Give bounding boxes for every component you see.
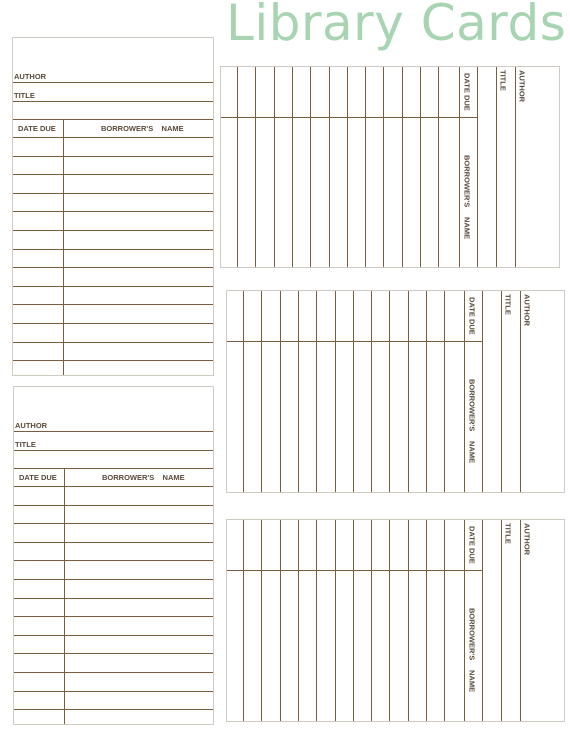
row-rule (383, 67, 384, 267)
row-rule (14, 542, 213, 543)
row-rule (274, 67, 275, 267)
card-rule (14, 468, 213, 469)
row-rule (280, 520, 281, 721)
row-rule (14, 505, 213, 506)
row-rule (335, 291, 336, 492)
row-rule (13, 193, 213, 194)
row-rule (13, 360, 213, 361)
borrowers-name-header: BORROWER'S NAME (102, 473, 185, 482)
row-rule (13, 286, 213, 287)
header-divider (515, 67, 516, 267)
row-rule (371, 291, 372, 492)
row-rule (310, 67, 311, 267)
row-rule (13, 304, 213, 305)
author-label: AUTHOR (14, 72, 47, 81)
title-label: TITLE (498, 70, 508, 91)
row-rule (14, 635, 213, 636)
library-card-horizontal-1 (220, 66, 560, 268)
row-rule (13, 342, 213, 343)
library-card-horizontal-2 (226, 290, 565, 493)
header-divider (477, 67, 478, 267)
card-rule (14, 486, 213, 487)
row-rule (298, 291, 299, 492)
card-rule (14, 450, 213, 451)
row-rule (14, 560, 213, 561)
row-rule (13, 230, 213, 231)
row-rule (243, 291, 244, 492)
card-rule (13, 119, 213, 120)
header-divider (482, 291, 483, 492)
title-label: TITLE (15, 440, 36, 449)
row-rule (13, 323, 213, 324)
row-rule (13, 267, 213, 268)
name-header: NAME (467, 670, 477, 693)
header-divider (464, 291, 465, 492)
library-card-vertical-1 (12, 37, 214, 376)
author-label: AUTHOR (517, 70, 527, 103)
row-rule (408, 291, 409, 492)
header-divider (459, 67, 460, 267)
row-rule (335, 520, 336, 721)
name-header: NAME (462, 217, 472, 240)
title-label: TITLE (503, 523, 513, 544)
row-rule (329, 67, 330, 267)
card-rule (13, 137, 213, 138)
row-rule (261, 520, 262, 721)
row-rule (420, 67, 421, 267)
date-due-header: DATE DUE (467, 526, 477, 564)
column-divider (64, 468, 65, 724)
header-divider (520, 520, 521, 721)
date-due-header: DATE DUE (19, 473, 57, 482)
title-label: TITLE (14, 91, 35, 100)
borrowers-name-header: BORROWER'S NAME (101, 124, 184, 133)
row-rule (353, 520, 354, 721)
row-rule (298, 520, 299, 721)
row-rule (14, 691, 213, 692)
row-rule (13, 211, 213, 212)
row-rule (292, 67, 293, 267)
row-rule (365, 67, 366, 267)
row-rule (316, 291, 317, 492)
row-rule (444, 291, 445, 492)
date-due-header: DATE DUE (462, 73, 472, 111)
row-rule (347, 67, 348, 267)
header-divider (496, 67, 497, 267)
title-label: TITLE (503, 294, 513, 315)
row-rule (14, 523, 213, 524)
column-divider (63, 119, 64, 375)
row-rule (14, 709, 213, 710)
row-rule (237, 67, 238, 267)
row-rule (13, 174, 213, 175)
row-rule (243, 520, 244, 721)
page-title: Library Cards (226, 0, 567, 52)
row-rule (316, 520, 317, 721)
card-rule (14, 431, 213, 432)
row-rule (13, 156, 213, 157)
row-rule (14, 579, 213, 580)
card-rule (13, 101, 213, 102)
row-rule (255, 67, 256, 267)
row-rule (426, 291, 427, 492)
row-rule (426, 520, 427, 721)
borrowers-header: BORROWER'S (462, 155, 472, 208)
row-rule (353, 291, 354, 492)
row-rule (14, 653, 213, 654)
header-divider (501, 291, 502, 492)
card-rule (13, 82, 213, 83)
row-rule (13, 249, 213, 250)
row-rule (371, 520, 372, 721)
borrowers-header: BORROWER'S (467, 608, 477, 661)
row-rule (14, 616, 213, 617)
date-due-header: DATE DUE (467, 297, 477, 335)
header-divider (464, 520, 465, 721)
library-card-vertical-2 (13, 386, 214, 725)
name-header: NAME (467, 441, 477, 464)
author-label: AUTHOR (522, 294, 532, 327)
header-divider (501, 520, 502, 721)
borrowers-header: BORROWER'S (467, 379, 477, 432)
row-rule (402, 67, 403, 267)
row-rule (280, 291, 281, 492)
row-rule (261, 291, 262, 492)
row-rule (14, 598, 213, 599)
row-rule (389, 291, 390, 492)
row-rule (14, 672, 213, 673)
row-rule (438, 67, 439, 267)
header-divider (482, 520, 483, 721)
header-divider (520, 291, 521, 492)
row-rule (408, 520, 409, 721)
author-label: AUTHOR (15, 421, 48, 430)
author-label: AUTHOR (522, 523, 532, 556)
date-due-header: DATE DUE (18, 124, 56, 133)
library-card-horizontal-3 (226, 519, 565, 722)
row-rule (444, 520, 445, 721)
row-rule (389, 520, 390, 721)
